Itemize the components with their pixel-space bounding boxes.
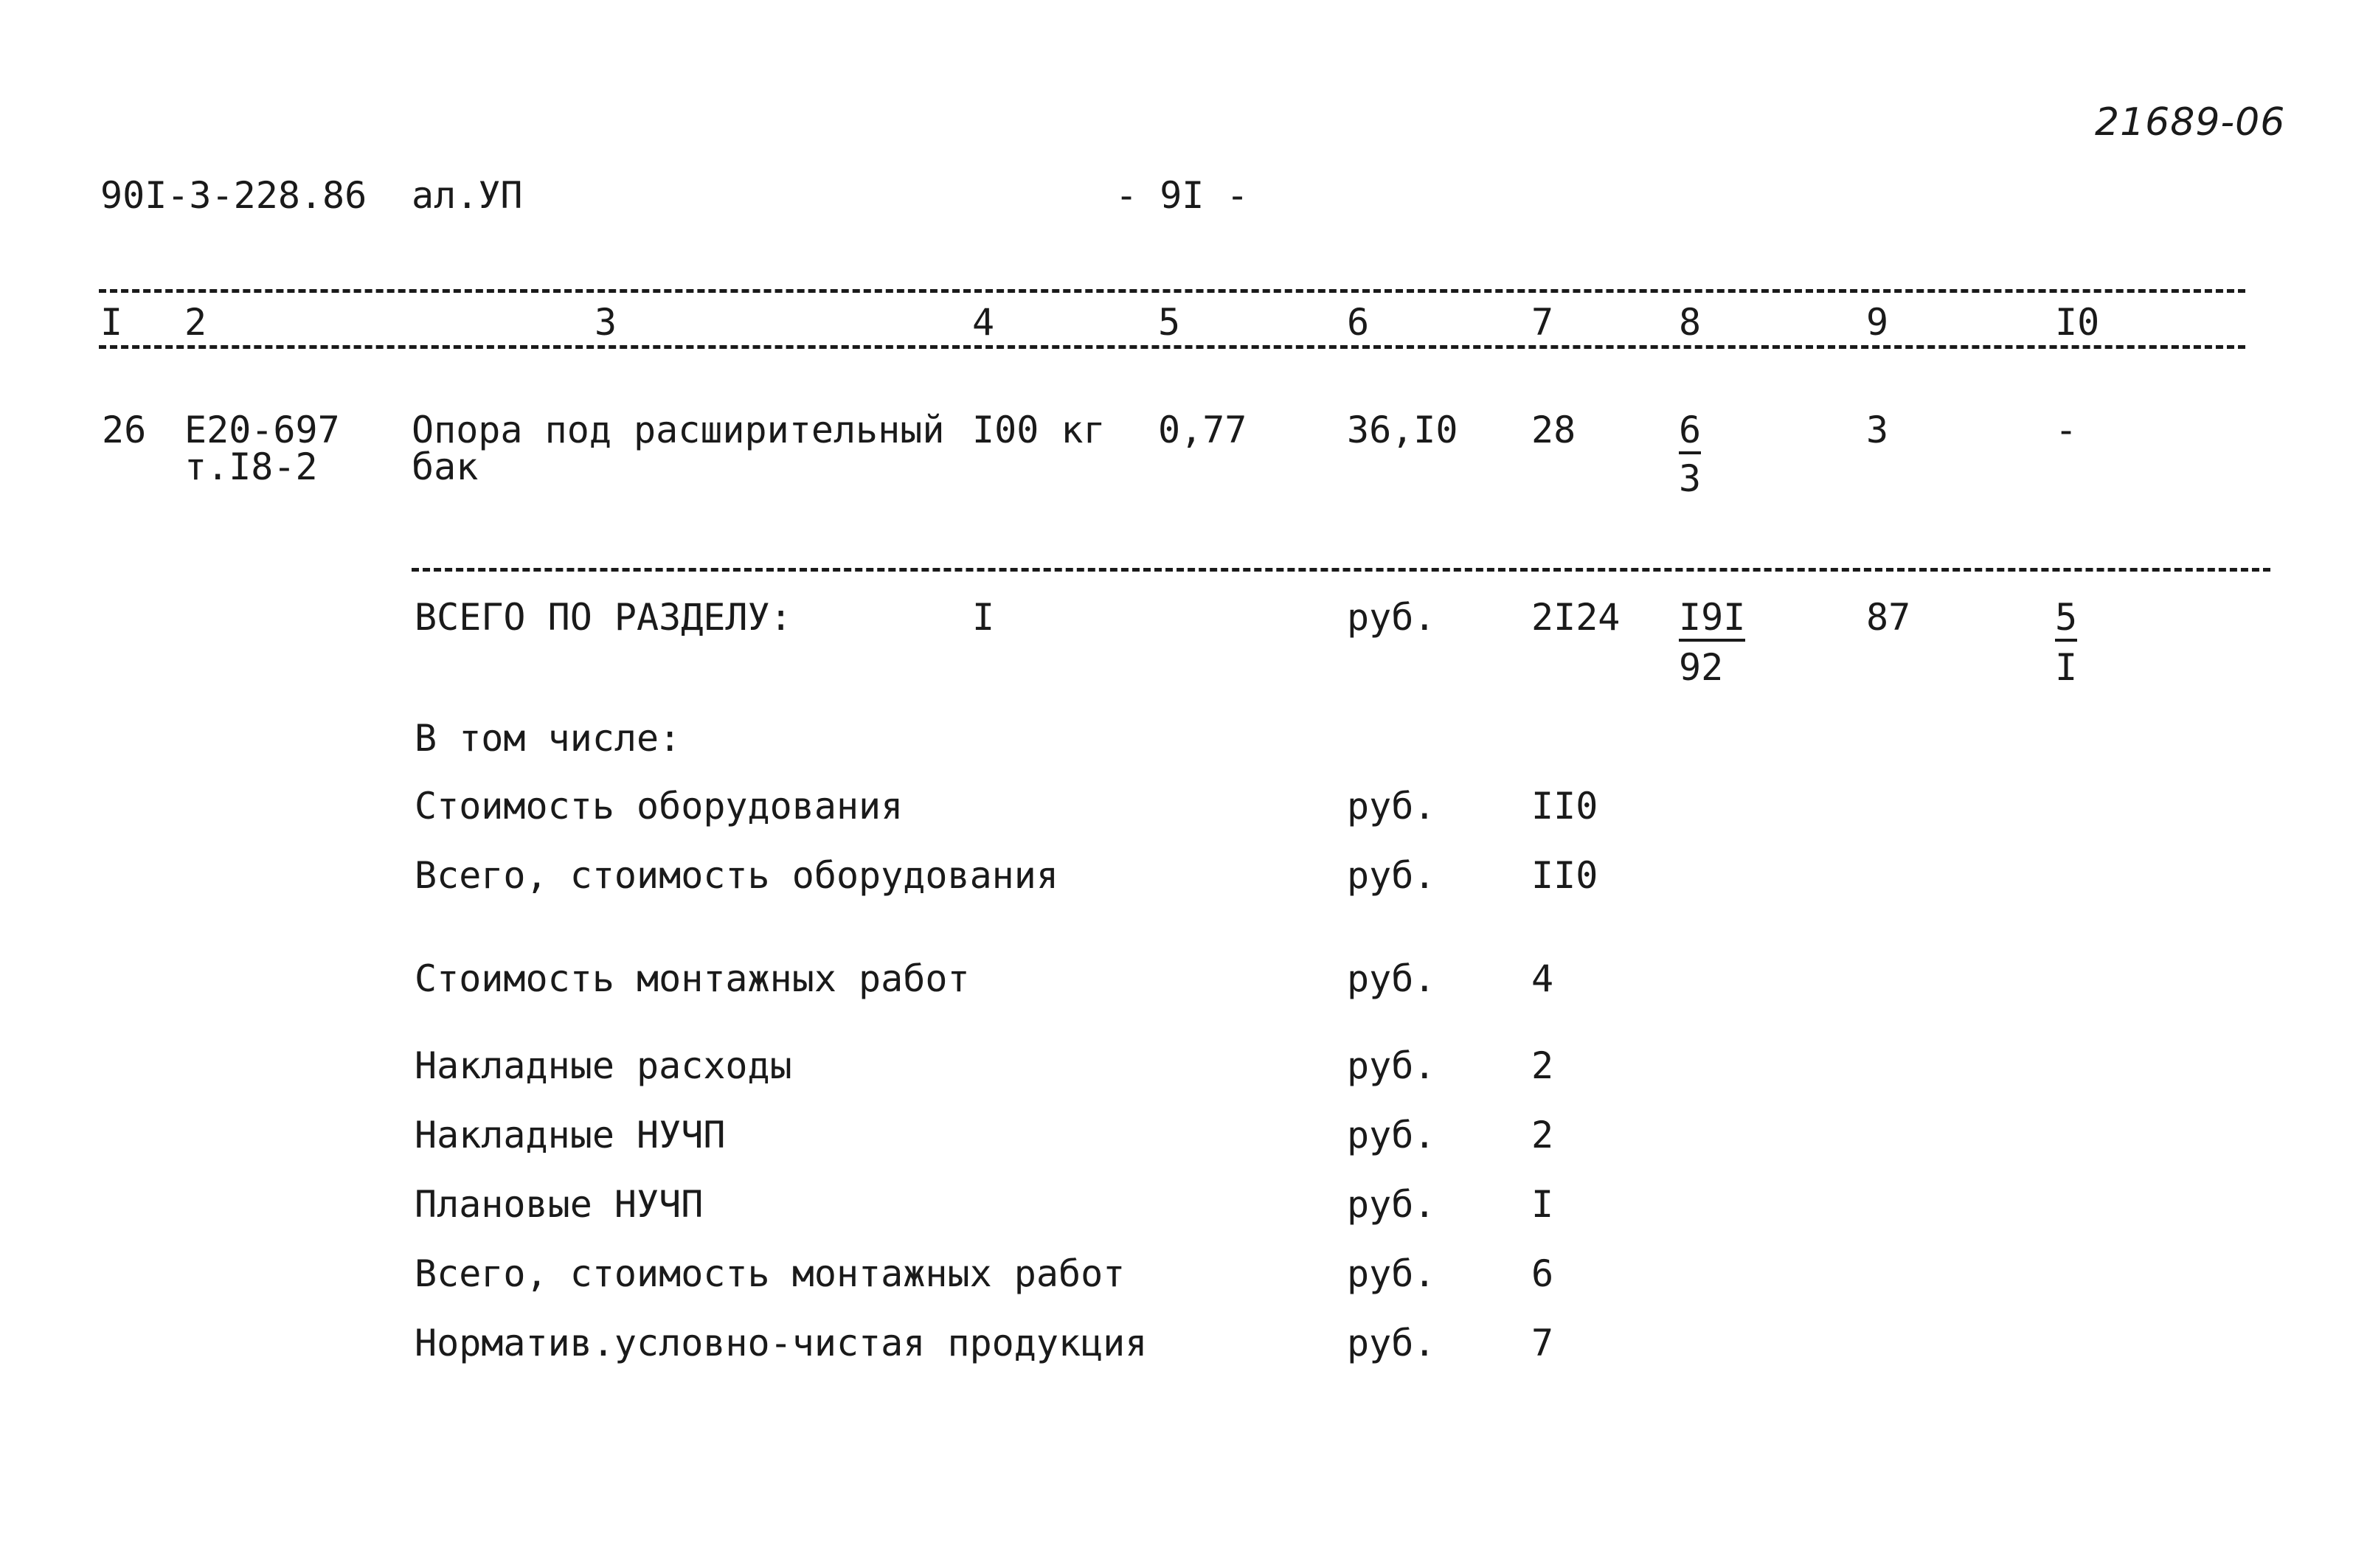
summary-value: 6 xyxy=(1531,1252,1554,1295)
summary-unit: руб. xyxy=(1347,1114,1436,1156)
column-number: I xyxy=(100,301,123,344)
summary-unit: руб. xyxy=(1347,854,1436,897)
summary-value: II0 xyxy=(1531,854,1598,897)
section-col10-top-value: 5 xyxy=(2055,599,2077,642)
doc-code: 90I-3-228.86 xyxy=(100,174,367,217)
summary-label: Всего, стоимость оборудования xyxy=(415,854,1058,897)
section-rule xyxy=(412,568,2270,572)
column-number: 9 xyxy=(1866,301,1889,344)
album-label: ал.УП xyxy=(412,174,523,217)
column-number: 6 xyxy=(1347,301,1370,344)
section-unit: руб. xyxy=(1347,596,1436,639)
row-number: 26 xyxy=(102,409,147,451)
summary-unit: руб. xyxy=(1347,1252,1436,1295)
section-col10-bottom: I xyxy=(2055,646,2078,689)
col8-top-value: 6 xyxy=(1679,412,1701,454)
column-number: 2 xyxy=(184,301,207,344)
summary-label: Накладные НУЧП xyxy=(415,1114,726,1156)
col10-value: - xyxy=(2055,409,2078,451)
quantity: 0,77 xyxy=(1158,409,1247,451)
summary-label: Накладные расходы xyxy=(415,1044,792,1087)
summary-unit: руб. xyxy=(1347,1044,1436,1087)
section-col8-bottom: 92 xyxy=(1679,646,1724,689)
summary-unit: руб. xyxy=(1347,1183,1436,1226)
summary-value: 2 xyxy=(1531,1114,1554,1156)
col9-value: 3 xyxy=(1866,409,1889,451)
summary-value: 4 xyxy=(1531,957,1554,1000)
norm-code: Е20-697 xyxy=(184,409,340,451)
col8-bottom: 3 xyxy=(1679,457,1702,500)
summary-value: I xyxy=(1531,1183,1554,1226)
item-name: Опора под расширительный xyxy=(412,409,945,451)
including-label: В том числе: xyxy=(415,717,682,760)
table-top-rule xyxy=(99,289,2245,293)
page-number: - 9I - xyxy=(1115,174,1249,217)
summary-value: II0 xyxy=(1531,785,1598,828)
unit: I00 кг xyxy=(972,409,1106,451)
summary-label: Плановые НУЧП xyxy=(415,1183,704,1226)
section-col10-top xyxy=(2055,596,2078,642)
summary-label: Норматив.условно-чистая продукция xyxy=(415,1322,1148,1364)
document-stamp: 21689-06 xyxy=(2095,100,2286,145)
summary-unit: руб. xyxy=(1347,785,1436,828)
norm-code-table: т.I8-2 xyxy=(184,445,318,488)
summary-unit: руб. xyxy=(1347,1322,1436,1364)
section-total: 2I24 xyxy=(1531,596,1621,639)
summary-label: Стоимость оборудования xyxy=(415,785,904,828)
col8-top xyxy=(1679,409,1702,454)
summary-value: 7 xyxy=(1531,1322,1554,1364)
section-col8-top xyxy=(1679,596,1746,642)
summary-label: Стоимость монтажных работ xyxy=(415,957,970,1000)
item-name-cont: бак xyxy=(412,445,479,488)
summary-label: Всего, стоимость монтажных работ xyxy=(415,1252,1126,1295)
summary-value: 2 xyxy=(1531,1044,1554,1087)
section-col9: 87 xyxy=(1866,596,1911,639)
total-cost: 28 xyxy=(1531,409,1576,451)
column-number: 8 xyxy=(1679,301,1702,344)
column-number: I0 xyxy=(2055,301,2100,344)
summary-unit: руб. xyxy=(1347,957,1436,1000)
unit-price: 36,I0 xyxy=(1347,409,1458,451)
section-count: I xyxy=(972,596,995,639)
column-number: 4 xyxy=(972,301,995,344)
column-number: 5 xyxy=(1158,301,1181,344)
column-number: 3 xyxy=(595,301,617,344)
table-header-rule xyxy=(99,345,2245,349)
section-col8-top-value: I9I xyxy=(1679,599,1745,642)
column-number: 7 xyxy=(1531,301,1554,344)
section-total-label: ВСЕГО ПО РАЗДЕЛУ: xyxy=(415,596,792,639)
